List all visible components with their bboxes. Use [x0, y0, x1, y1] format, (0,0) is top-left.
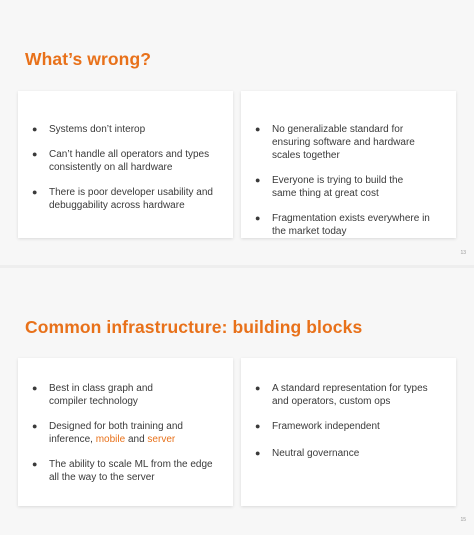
- list-item: ● Can’t handle all operators and types consistently on all hardware: [32, 149, 210, 173]
- slide-whats-wrong: [0, 0, 474, 265]
- left-card: [18, 358, 233, 506]
- list-item: ● Everyone is trying to build the same thing at great cost: [255, 175, 404, 199]
- list-item: ● Neutral governance: [255, 448, 360, 459]
- bullet-icon: ●: [32, 421, 38, 431]
- slide-title: What’s wrong?: [25, 49, 152, 69]
- bullet-list: [241, 123, 456, 238]
- bullet-list: [18, 123, 233, 212]
- list-item: ● A standard representation for types and operators, custom ops: [255, 383, 428, 407]
- list-item: ● There is poor developer usability and debuggability across hardware: [32, 187, 213, 211]
- list-item: ● No generalizable standard for ensuring software and hardware scales together: [255, 124, 415, 161]
- slide-common-infrastructure: [0, 268, 474, 535]
- bullet-icon: ●: [32, 383, 38, 393]
- bullet-icon: ●: [32, 149, 38, 159]
- list-item: ● Best in class graph and compiler technology: [32, 383, 153, 407]
- bullet-icon: ●: [255, 448, 261, 458]
- highlight-mobile: mobile: [95, 434, 126, 445]
- bullet-icon: ●: [255, 421, 261, 431]
- bullet-icon: ●: [255, 213, 261, 223]
- bullet-icon: ●: [255, 383, 261, 393]
- bullet-icon: ●: [32, 459, 38, 469]
- page-number: 15: [460, 517, 466, 523]
- list-item: ● Designed for both training and inference, mobile and server: [32, 421, 183, 445]
- list-item: ● Framework independent: [255, 421, 380, 432]
- bullet-icon: ●: [32, 124, 38, 134]
- right-card: [241, 358, 456, 506]
- right-card: [241, 91, 456, 238]
- bullet-list: [18, 382, 233, 484]
- bullet-list: [241, 382, 456, 460]
- left-card: [18, 91, 233, 238]
- bullet-icon: ●: [255, 124, 261, 134]
- list-item: ● Fragmentation exists everywhere in the market today: [255, 213, 430, 237]
- list-item: ● The ability to scale ML from the edge all the way to the server: [32, 459, 213, 483]
- highlight-server: server: [147, 434, 176, 445]
- slide-title: Common infrastructure: building blocks: [25, 317, 363, 337]
- page-number: 13: [460, 250, 466, 256]
- bullet-icon: ●: [32, 187, 38, 197]
- list-item: ● Systems don’t interop: [32, 124, 146, 135]
- bullet-icon: ●: [255, 175, 261, 185]
